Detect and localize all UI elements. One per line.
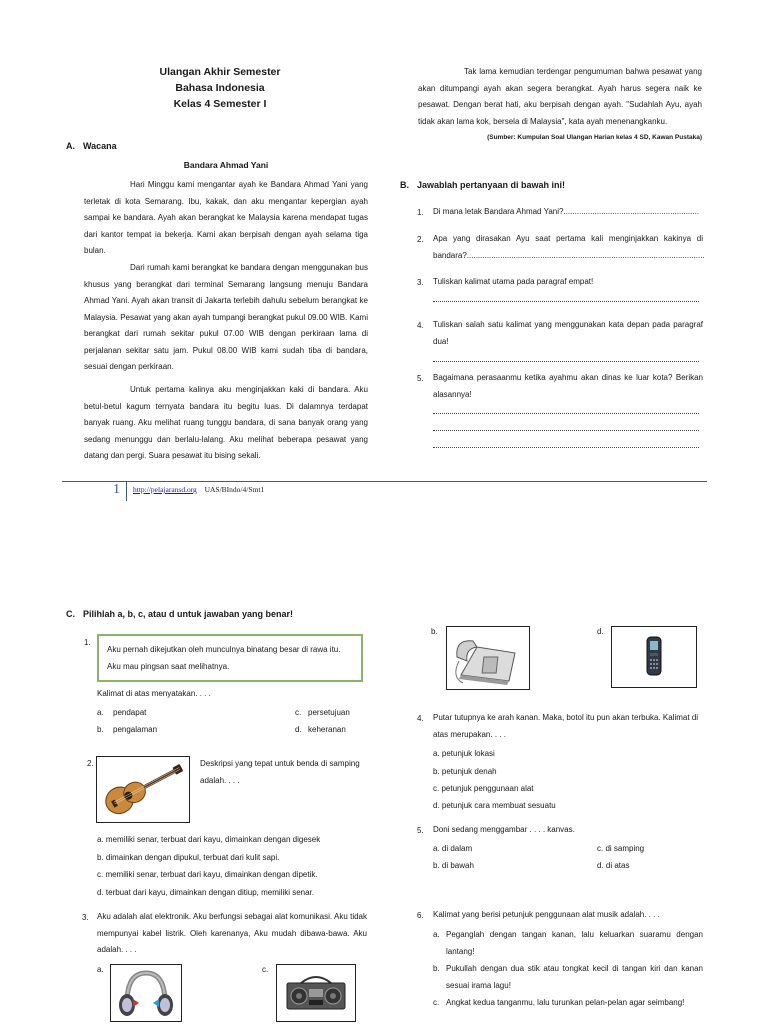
telephone-icon [447,627,529,689]
option-d-letter[interactable]: d. [597,627,604,636]
option-a-text[interactable]: pendapat [113,708,147,717]
footer-link[interactable]: http://pelajaransd.org [133,485,197,494]
c-question-2-number: 2. [87,759,94,768]
title-line-2: Bahasa Indonesia [175,82,265,94]
option-b-letter[interactable]: b. [433,964,440,973]
answer-line[interactable] [433,301,699,302]
c-question-4-number: 4. [417,714,424,723]
b-question-3-number: 3. [417,278,424,287]
option-b-letter[interactable]: b. [97,725,104,734]
option-c-text[interactable]: persetujuan [308,708,350,717]
story-paragraph-3: Untuk pertama kalinya aku menginjakkan kaki di bandara. Aku betul-betul kagum ternyata bandara itu begitu luas. Di dalamnya terdapat banyak ruang. Aku melihat ruang tunggu bandara, di sana banyak orang yang sedang menunggu dan berlalu-lalang. Aku melihat beberapa pesawat yang datang dan pergi. Suara pesawat itu bising sekali. [84,385,368,460]
c-question-4-stem: Putar tutupnya ke arah kanan. Maka, botol itu pun akan terbuka. Kalimat di atas merupakan. . . . [433,713,699,739]
b-question-1-number: 1. [417,208,424,217]
headphones-image[interactable] [110,964,182,1022]
option-a-letter[interactable]: a. [97,708,104,717]
option-c[interactable]: c. petunjuk penggunaan alat [433,784,534,793]
option-d[interactable]: d. di atas [597,861,630,870]
telephone-image[interactable] [446,626,530,690]
answer-line[interactable] [433,430,699,431]
option-b[interactable]: b. di bawah [433,861,474,870]
option-a[interactable]: a. memiliki senar, terbuat dari kayu, dimainkan dengan digesek [97,835,321,844]
headphones-icon [111,965,181,1021]
b-question-2: Apa yang dirasakan Ayu saat pertama kali menginjakkan kakinya di bandara?........................................................................................................... [433,234,705,260]
option-a[interactable]: a. petunjuk lokasi [433,749,495,758]
footer-code: UAS/BIndo/4/Smt1 [204,485,265,494]
answer-line[interactable] [433,413,699,414]
option-d[interactable]: d. petunjuk cara membuat sesuatu [433,801,556,810]
c-question-6-number: 6. [417,911,424,920]
c-question-5-stem: Doni sedang menggambar . . . . kanvas. [433,825,575,834]
story-paragraph-1: Hari Minggu kami mengantar ayah ke Bandara Ahmad Yani yang terletak di kota Semarang. Ibu, kakak, dan aku mengantar kepergian ayah sampai ke bandara. Ayah akan berangkat ke Malaysia karena mendapat tugas dari kantor tempat ia bekerja. Kami akan berpisah dengan ayah selama tiga bulan. [84,180,368,255]
option-c[interactable]: c. di samping [597,844,645,853]
option-b-text[interactable]: pengalaman [113,725,158,734]
footer-divider [126,481,127,501]
b-question-4-number: 4. [417,321,424,330]
option-d-text[interactable]: keheranan [308,725,346,734]
option-d[interactable]: d. terbuat dari kayu, dimainkan dengan ditiup, memiliki senar. [97,888,315,897]
b-question-5: Bagaimana perasaanmu ketika ayahmu akan dinas ke luar kota? Berikan alasannya! [433,373,703,399]
c-question-3-stem: Aku adalah alat elektronik. Aku berfungsi sebagai alat komunikasi. Aku tidak mempunyai kabel listrik. Oleh karenanya, Aku mudah dibawa-bawa. Aku adalah. . . . [97,912,367,954]
radio-image[interactable] [276,964,356,1022]
option-a-letter[interactable]: a. [433,930,440,939]
c-question-2-stem: Deskripsi yang tepat untuk benda di samping adalah. . . . [200,759,360,785]
answer-line[interactable] [433,361,699,362]
option-a[interactable]: a. di dalam [433,844,473,853]
b-question-3: Tuliskan kalimat utama pada paragraf empat! [433,277,594,286]
title-line-1: Ulangan Akhir Semester [159,66,281,78]
option-a-text[interactable]: Peganglah dengan tangan kanan, lalu keluarkan suaramu dengan lantang! [446,930,703,956]
option-b[interactable]: b. dimainkan dengan dipukul, terbuat dari kulit sapi. [97,853,280,862]
b-question-2-number: 2. [417,235,424,244]
title-line-3: Kelas 4 Semester I [173,98,267,110]
footer-rule [62,481,707,482]
b-question-4: Tuliskan salah satu kalimat yang menggunakan kata depan pada paragraf dua! [433,320,703,346]
footer-text [133,485,264,494]
b-question-1: Di mana letak Bandara Ahmad Yani?............................................................. [433,207,700,216]
section-c-heading: C. Pilihlah a, b, c, atau d untuk jawaban yang benar! [66,609,294,619]
quote-text: Aku pernah dikejutkan oleh munculnya binatang besar di rawa itu. Aku mau pingsan saat melihatnya. [107,645,341,671]
quote-box [97,634,363,682]
c-question-3-number: 3. [82,913,89,922]
story-paragraph-4: Tak lama kemudian terdengar pengumuman bahwa pesawat yang akan ditumpangi ayah akan segera berangkat. Ayah harus segera naik ke pesawat. Dengan berat hati, aku berpisah dengan ayah. "Sudahlah Ayu, ayah tidak akan lama kok, bersela di Malaysia", kata ayah menenangkanku. [418,67,702,126]
c-question-1-number: 1. [84,638,91,647]
cellphone-icon [612,627,696,687]
option-c-letter[interactable]: c. [262,965,269,974]
option-b[interactable]: b. petunjuk denah [433,767,497,776]
section-a-heading: A. Wacana [66,141,117,151]
c-question-1-stem: Kalimat di atas menyatakan. . . . [97,689,211,698]
c-question-5-number: 5. [417,826,424,835]
option-c[interactable]: c. memiliki senar, terbuat dari kayu, dimainkan dengan dipetik. [97,870,318,879]
option-c-letter[interactable]: c. [433,998,440,1007]
answer-line[interactable] [433,447,699,448]
guitar-icon [97,757,189,822]
option-b-letter[interactable]: b. [431,627,438,636]
section-b-heading: B. Jawablah pertanyaan di bawah ini! [400,180,566,190]
option-d-letter[interactable]: d. [295,725,302,734]
cellphone-image[interactable] [611,626,697,688]
page-number: 1 [113,482,120,497]
story-title: Bandara Ahmad Yani [183,160,269,170]
radio-icon [277,965,355,1021]
option-a-letter[interactable]: a. [97,965,104,974]
option-c-text[interactable]: Angkat kedua tanganmu, lalu turunkan pelan-pelan agar seimbang! [446,998,685,1007]
story-source: (Sumber: Kumpulan Soal Ulangan Harian kelas 4 SD, Kawan Pustaka) [487,134,702,141]
b-question-5-number: 5. [417,374,424,383]
option-b-text[interactable]: Pukullah dengan dua stik atau tongkat kecil di tangan kiri dan kanan sesuai irama lagu! [446,964,703,990]
option-c-letter[interactable]: c. [295,708,302,717]
guitar-image [96,756,190,823]
story-paragraph-2: Dari rumah kami berangkat ke bandara dengan menggunakan bus khusus yang berangkat dari terminal Semarang langsung menuju Bandara Ahmad Yani. Ayah akan transit di Jakarta terlebih dahulu sebelum berangkat ke Malaysia. Pesawat yang akan ayah tumpangi berangkat pukul 09.00 WIB. Kami berangkat dari rumah sekitar pukul 07.00 WIB dengan perkiraan lama di perjalanan sekitar satu jam. Pukul 08.00 WIB kami sudah tiba di bandara, sesuai dengan perkiraan. [84,263,368,371]
c-question-6-stem: Kalimat yang berisi petunjuk penggunaan alat musik adalah. . . . [433,910,660,919]
